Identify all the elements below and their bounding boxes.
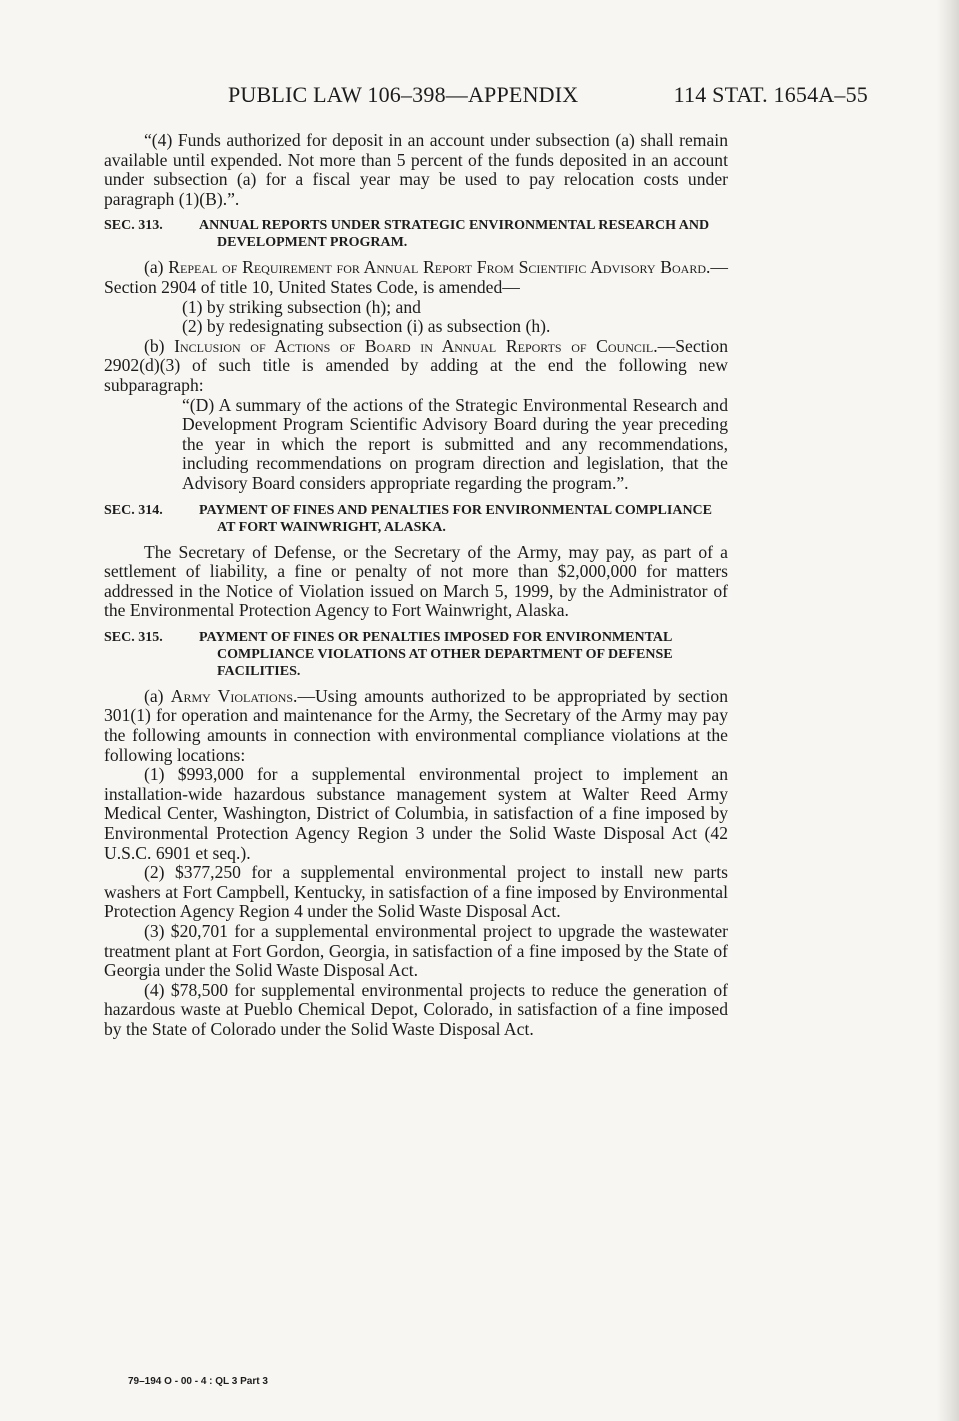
- section-314-number: SEC. 314.: [104, 502, 163, 518]
- section-314-title: PAYMENT OF FINES AND PENALTIES FOR ENVIRONMENTAL COMPLIANCE AT FORT WAINWRIGHT, ALASKA.: [199, 502, 713, 535]
- section-313-a-item-1: (1) by striking subsection (h); and: [182, 296, 421, 317]
- subsection-a-heading: Army Violations.: [170, 685, 298, 706]
- subsection-b-heading: Inclusion of Actions of Board in Annual Reports of Council.: [174, 335, 658, 356]
- page-edge-shadow: [937, 0, 959, 1421]
- section-313-subsection-b: [104, 337, 728, 396]
- subsection-label: (a): [144, 257, 169, 278]
- print-footer-code: 79–194 O - 00 - 4 : QL 3 Part 3: [128, 1376, 268, 1387]
- section-315-number: SEC. 315.: [104, 629, 163, 645]
- header-law-title: PUBLIC LAW 106–398—APPENDIX: [228, 82, 579, 107]
- list-item: (1) $993,000 for a supplemental environmental project to implement an installation-wide hazardous substance management system at Walter Reed Army Medical Center, Washington, District of Columbia, in satisfaction of a fine imposed by Environmental Protection Agency Region 3 under the Solid Waste Disposal Act (42 U.S.C. 6901 et seq.).: [104, 764, 728, 863]
- section-315-heading: [104, 629, 728, 680]
- section-313-b-quote: “(D) A summary of the actions of the Strategic Environmental Research and Development Program Scientific Advisory Board during the year preceding the year in which the report is submitted and any recommendations, including recommendations on program direction and legislation, that the Advisory Board considers appropriate regarding the program.”.: [182, 394, 728, 493]
- section-314-heading: [104, 502, 728, 536]
- subsection-a-text: —Section 2904 of title 10, United States Code, is amended—: [104, 257, 728, 297]
- paragraph-4: “(4) Funds authorized for deposit in an account under subsection (a) shall remain available until expended. Not more than 5 percent of the funds deposited in an account under subsection (a) for a fiscal year may be used to pay relocation costs under paragraph (1)(B).”.: [104, 130, 728, 209]
- subsection-b-text: —Section 2902(d)(3) of such title is amended by adding at the end the following new subparagraph:: [104, 335, 728, 395]
- list-item: (2) $377,250 for a supplemental environmental project to install new parts washers at Fort Campbell, Kentucky, in satisfaction of a fine imposed by Environmental Protection Agency Region 4 under the Solid Waste Disposal Act.: [104, 862, 728, 922]
- section-315-title: PAYMENT OF FINES OR PENALTIES IMPOSED FOR ENVIRONMENTAL COMPLIANCE VIOLATIONS AT OTHER DEPARTMENT OF DEFENSE FACILITIES.: [199, 629, 673, 679]
- subsection-a-heading: Repeal of Requirement for Annual Report From Scientific Advisory Board.: [168, 257, 711, 278]
- subsection-a-text: —Using amounts authorized to be appropriated by section 301(1) for operation and maintenance for the Army, the Secretary of the Army may pay the following amounts in connection with environmental compliance violations at the following locations:: [104, 685, 728, 765]
- section-313-subsection-a: [104, 258, 728, 297]
- subsection-label: (b): [144, 335, 175, 356]
- list-item: (3) $20,701 for a supplemental environmental project to upgrade the wastewater treatment plant at Fort Gordon, Georgia, in satisfaction of a fine imposed by the State of Georgia under the Solid Waste Disposal Act.: [104, 921, 728, 981]
- list-item: (4) $78,500 for supplemental environmental projects to reduce the generation of hazardous waste at Pueblo Chemical Depot, Colorado, in satisfaction of a fine imposed by the State of Colorado under the Solid Waste Disposal Act.: [104, 979, 728, 1039]
- section-313-a-item-2: (2) by redesignating subsection (i) as subsection (h).: [182, 316, 551, 337]
- section-313-heading: [104, 217, 728, 251]
- section-315-subsection-a: [104, 687, 728, 765]
- section-314-text: The Secretary of Defense, or the Secretary of the Army, may pay, as part of a settlement of liability, a fine or penalty of not more than $2,000,000 for matters addressed in the Notice of Violation issued on March 5, 1999, by the Administrator of the Environmental Protection Agency to Fort Wainwright, Alaska.: [104, 541, 728, 621]
- subsection-label: (a): [144, 685, 171, 706]
- section-313-number: SEC. 313.: [104, 218, 163, 234]
- running-header: [228, 82, 868, 112]
- section-313-title: ANNUAL REPORTS UNDER STRATEGIC ENVIRONMENTAL RESEARCH AND DEVELOPMENT PROGRAM.: [199, 218, 710, 251]
- document-body: [104, 131, 728, 1040]
- header-stat-page: 114 STAT. 1654A–55: [673, 82, 868, 107]
